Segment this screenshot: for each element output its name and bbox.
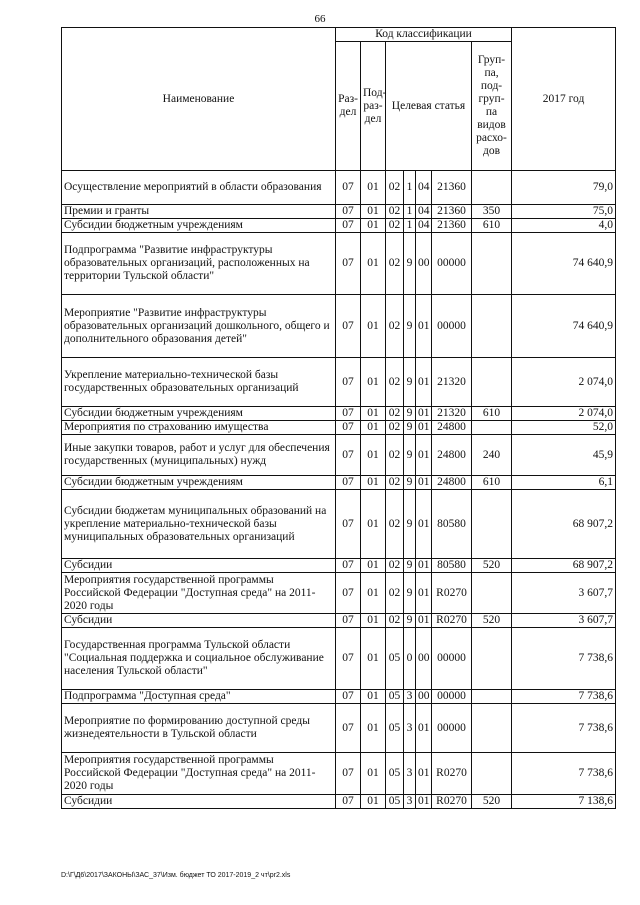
table-row <box>62 295 616 358</box>
podrazdel-code: 01 <box>361 358 386 407</box>
podrazdel-code: 01 <box>361 573 386 614</box>
amount-2017: 45,9 <box>512 435 616 476</box>
table-row <box>62 753 616 795</box>
program-code: 02 <box>386 407 404 421</box>
direction-code: 21360 <box>432 219 472 233</box>
row-name: Подпрограмма "Доступная среда" <box>62 690 336 704</box>
event-code: 01 <box>416 295 432 358</box>
event-code: 00 <box>416 628 432 690</box>
direction-code: 00000 <box>432 628 472 690</box>
program-code: 02 <box>386 358 404 407</box>
podrazdel-code: 01 <box>361 295 386 358</box>
razdel-code: 07 <box>336 421 361 435</box>
amount-2017: 4,0 <box>512 219 616 233</box>
row-name: Субсидии бюджетным учреждениям <box>62 219 336 233</box>
subprogram-code: 3 <box>404 795 416 809</box>
amount-2017: 3 607,7 <box>512 573 616 614</box>
razdel-code: 07 <box>336 559 361 573</box>
amount-2017: 3 607,7 <box>512 614 616 628</box>
program-code: 02 <box>386 573 404 614</box>
event-code: 01 <box>416 573 432 614</box>
amount-2017: 74 640,9 <box>512 295 616 358</box>
expense-type-code: 240 <box>472 435 512 476</box>
event-code: 01 <box>416 704 432 753</box>
program-code: 02 <box>386 171 404 205</box>
amount-2017: 7 738,6 <box>512 704 616 753</box>
amount-2017: 7 138,6 <box>512 795 616 809</box>
direction-code: R0270 <box>432 753 472 795</box>
file-path-footer: D:\Г\Д6\2017\ЗАКОНЫ\ЗАС_37\Изм. бюджет ТО 2017-2019_2 чт\pr2.xls <box>61 872 291 879</box>
razdel-code: 07 <box>336 407 361 421</box>
podrazdel-code: 01 <box>361 690 386 704</box>
podrazdel-code: 01 <box>361 233 386 295</box>
event-code: 00 <box>416 690 432 704</box>
table-row <box>62 614 616 628</box>
program-code: 02 <box>386 295 404 358</box>
subprogram-code: 9 <box>404 358 416 407</box>
direction-code: 00000 <box>432 704 472 753</box>
table-row <box>62 219 616 233</box>
podrazdel-code: 01 <box>361 628 386 690</box>
podrazdel-code: 01 <box>361 559 386 573</box>
event-code: 01 <box>416 358 432 407</box>
event-code: 01 <box>416 614 432 628</box>
table-row <box>62 407 616 421</box>
podrazdel-code: 01 <box>361 614 386 628</box>
event-code: 04 <box>416 171 432 205</box>
expense-type-code <box>472 573 512 614</box>
row-name: Субсидии <box>62 795 336 809</box>
podrazdel-code: 01 <box>361 205 386 219</box>
row-name: Осуществление мероприятий в области образования <box>62 171 336 205</box>
program-code: 02 <box>386 559 404 573</box>
razdel-code: 07 <box>336 795 361 809</box>
expense-type-code <box>472 171 512 205</box>
row-name: Мероприятия государственной программы Российской Федерации "Доступная среда" на 2011-2020 годы <box>62 573 336 614</box>
expense-type-code <box>472 690 512 704</box>
expense-type-code: 520 <box>472 614 512 628</box>
header-podrazdel: Под- раз- дел <box>361 42 386 171</box>
program-code: 05 <box>386 690 404 704</box>
event-code: 01 <box>416 476 432 490</box>
expense-type-code: 520 <box>472 795 512 809</box>
subprogram-code: 9 <box>404 614 416 628</box>
page-number: 66 <box>314 13 326 25</box>
expense-type-code: 350 <box>472 205 512 219</box>
expense-type-code: 610 <box>472 476 512 490</box>
amount-2017: 2 074,0 <box>512 407 616 421</box>
subprogram-code: 9 <box>404 435 416 476</box>
podrazdel-code: 01 <box>361 171 386 205</box>
expense-type-code: 610 <box>472 219 512 233</box>
direction-code: 80580 <box>432 559 472 573</box>
direction-code: R0270 <box>432 614 472 628</box>
program-code: 02 <box>386 219 404 233</box>
podrazdel-code: 01 <box>361 476 386 490</box>
program-code: 02 <box>386 435 404 476</box>
razdel-code: 07 <box>336 171 361 205</box>
expense-type-code <box>472 421 512 435</box>
amount-2017: 2 074,0 <box>512 358 616 407</box>
direction-code: 21320 <box>432 407 472 421</box>
table-row <box>62 205 616 219</box>
direction-code: 21320 <box>432 358 472 407</box>
direction-code: 24800 <box>432 476 472 490</box>
event-code: 01 <box>416 559 432 573</box>
program-code: 05 <box>386 795 404 809</box>
row-name: Субсидии бюджетам муниципальных образований на укрепление материально-технической базы муниципальных образовательных организаций <box>62 490 336 559</box>
amount-2017: 52,0 <box>512 421 616 435</box>
podrazdel-code: 01 <box>361 753 386 795</box>
row-name: Мероприятия по страхованию имущества <box>62 421 336 435</box>
subprogram-code: 1 <box>404 205 416 219</box>
razdel-code: 07 <box>336 219 361 233</box>
direction-code: 24800 <box>432 435 472 476</box>
amount-2017: 6,1 <box>512 476 616 490</box>
amount-2017: 68 907,2 <box>512 559 616 573</box>
subprogram-code: 0 <box>404 628 416 690</box>
direction-code: 00000 <box>432 690 472 704</box>
program-code: 02 <box>386 421 404 435</box>
event-code: 00 <box>416 233 432 295</box>
podrazdel-code: 01 <box>361 407 386 421</box>
event-code: 01 <box>416 407 432 421</box>
razdel-code: 07 <box>336 573 361 614</box>
row-name: Государственная программа Тульской области "Социальная поддержка и социальное обслуживание населения Тульской области" <box>62 628 336 690</box>
row-name: Подпрограмма "Развитие инфраструктуры образовательных организаций, расположенных на территории Тульской области" <box>62 233 336 295</box>
subprogram-code: 9 <box>404 233 416 295</box>
budget-table <box>61 27 616 809</box>
program-code: 05 <box>386 753 404 795</box>
direction-code: R0270 <box>432 573 472 614</box>
razdel-code: 07 <box>336 690 361 704</box>
podrazdel-code: 01 <box>361 435 386 476</box>
row-name: Премии и гранты <box>62 205 336 219</box>
table-row <box>62 358 616 407</box>
program-code: 02 <box>386 233 404 295</box>
expense-type-code <box>472 295 512 358</box>
table-row <box>62 795 616 809</box>
table-row <box>62 421 616 435</box>
row-name: Субсидии бюджетным учреждениям <box>62 407 336 421</box>
podrazdel-code: 01 <box>361 795 386 809</box>
razdel-code: 07 <box>336 490 361 559</box>
podrazdel-code: 01 <box>361 219 386 233</box>
subprogram-code: 3 <box>404 690 416 704</box>
row-name: Субсидии бюджетным учреждениям <box>62 476 336 490</box>
razdel-code: 07 <box>336 753 361 795</box>
table-row <box>62 233 616 295</box>
expense-type-code <box>472 704 512 753</box>
subprogram-code: 9 <box>404 407 416 421</box>
razdel-code: 07 <box>336 704 361 753</box>
subprogram-code: 3 <box>404 753 416 795</box>
direction-code: 00000 <box>432 233 472 295</box>
row-name: Иные закупки товаров, работ и услуг для обеспечения государственных (муниципальных) нужд <box>62 435 336 476</box>
expense-type-code <box>472 490 512 559</box>
table-row <box>62 490 616 559</box>
event-code: 01 <box>416 435 432 476</box>
razdel-code: 07 <box>336 358 361 407</box>
direction-code: R0270 <box>432 795 472 809</box>
podrazdel-code: 01 <box>361 490 386 559</box>
program-code: 02 <box>386 614 404 628</box>
razdel-code: 07 <box>336 205 361 219</box>
razdel-code: 07 <box>336 435 361 476</box>
amount-2017: 79,0 <box>512 171 616 205</box>
table-row <box>62 704 616 753</box>
amount-2017: 7 738,6 <box>512 753 616 795</box>
row-name: Субсидии <box>62 614 336 628</box>
table-row <box>62 628 616 690</box>
event-code: 01 <box>416 753 432 795</box>
expense-type-code: 520 <box>472 559 512 573</box>
razdel-code: 07 <box>336 628 361 690</box>
expense-type-code: 610 <box>472 407 512 421</box>
table-row <box>62 573 616 614</box>
program-code: 05 <box>386 704 404 753</box>
row-name: Субсидии <box>62 559 336 573</box>
table-row <box>62 476 616 490</box>
amount-2017: 7 738,6 <box>512 628 616 690</box>
table-row <box>62 690 616 704</box>
row-name: Мероприятия государственной программы Российской Федерации "Доступная среда" на 2011-2020 годы <box>62 753 336 795</box>
subprogram-code: 9 <box>404 559 416 573</box>
expense-type-code <box>472 628 512 690</box>
podrazdel-code: 01 <box>361 704 386 753</box>
razdel-code: 07 <box>336 476 361 490</box>
table-body <box>62 171 616 809</box>
expense-type-code <box>472 233 512 295</box>
row-name: Мероприятие "Развитие инфраструктуры образовательных организаций дошкольного, общего и дополнительного образования детей" <box>62 295 336 358</box>
event-code: 04 <box>416 219 432 233</box>
table-row <box>62 559 616 573</box>
direction-code: 00000 <box>432 295 472 358</box>
event-code: 01 <box>416 795 432 809</box>
header-year: 2017 год <box>512 28 616 171</box>
direction-code: 80580 <box>432 490 472 559</box>
expense-type-code <box>472 753 512 795</box>
expense-type-code <box>472 358 512 407</box>
direction-code: 24800 <box>432 421 472 435</box>
header-name: Наименование <box>62 28 336 171</box>
direction-code: 21360 <box>432 171 472 205</box>
subprogram-code: 9 <box>404 476 416 490</box>
subprogram-code: 3 <box>404 704 416 753</box>
row-name: Укрепление материально-технической базы государственных образовательных организаций <box>62 358 336 407</box>
subprogram-code: 9 <box>404 490 416 559</box>
program-code: 05 <box>386 628 404 690</box>
header-razdel: Раз- дел <box>336 42 361 171</box>
program-code: 02 <box>386 476 404 490</box>
program-code: 02 <box>386 205 404 219</box>
razdel-code: 07 <box>336 614 361 628</box>
direction-code: 21360 <box>432 205 472 219</box>
header-target-article: Целевая статья <box>386 42 472 171</box>
amount-2017: 75,0 <box>512 205 616 219</box>
header-expense-group: Груп- па, под- груп- па видов расхо- дов <box>472 42 512 171</box>
event-code: 01 <box>416 421 432 435</box>
razdel-code: 07 <box>336 295 361 358</box>
event-code: 01 <box>416 490 432 559</box>
header-code: Код классификации <box>336 28 512 42</box>
razdel-code: 07 <box>336 233 361 295</box>
subprogram-code: 9 <box>404 421 416 435</box>
subprogram-code: 9 <box>404 573 416 614</box>
subprogram-code: 1 <box>404 171 416 205</box>
amount-2017: 68 907,2 <box>512 490 616 559</box>
program-code: 02 <box>386 490 404 559</box>
table-row <box>62 171 616 205</box>
row-name: Мероприятие по формированию доступной среды жизнедеятельности в Тульской области <box>62 704 336 753</box>
table-row <box>62 435 616 476</box>
podrazdel-code: 01 <box>361 421 386 435</box>
subprogram-code: 9 <box>404 295 416 358</box>
amount-2017: 7 738,6 <box>512 690 616 704</box>
event-code: 04 <box>416 205 432 219</box>
subprogram-code: 1 <box>404 219 416 233</box>
amount-2017: 74 640,9 <box>512 233 616 295</box>
